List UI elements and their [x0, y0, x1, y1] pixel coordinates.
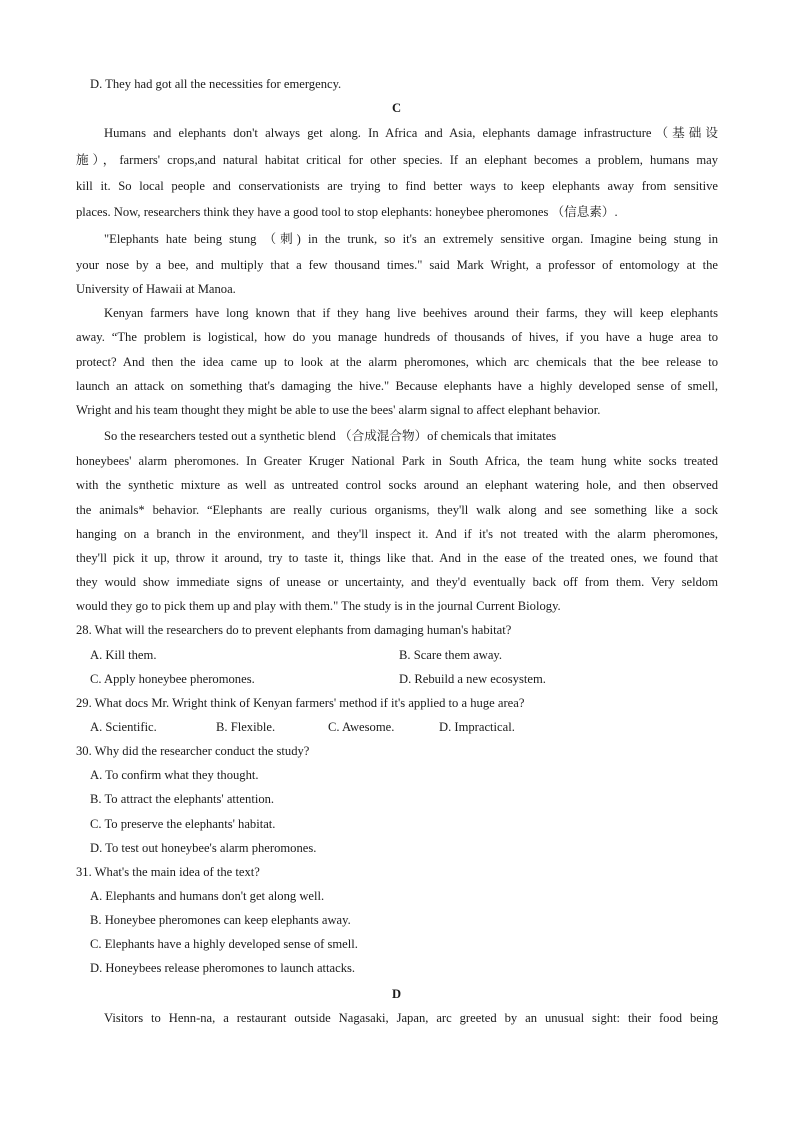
question-28-option-a: A. Kill them.: [90, 648, 157, 662]
question-31-option-a: A. Elephants and humans don't get along well.: [90, 889, 325, 903]
question-30-stem: 30. Why did the researcher conduct the study?: [76, 744, 310, 758]
paragraph-line: Humans and elephants don't always get along. In Africa and Asia, elephants damage infrastructure（基础设: [104, 126, 718, 140]
paragraph-line: launch an attack on something that's damaging the hive." Because elephants have a highly developed sense of smell,: [76, 379, 718, 393]
question-28-option-d: D. Rebuild a new ecosystem.: [399, 672, 546, 686]
paragraph-line: Kenyan farmers have long known that if they hang live beehives around their farms, they will keep elephants: [104, 306, 718, 320]
paragraph-line: they would show immediate signs of unease or uncertainty, and they'd eventually back off from them. Very seldom: [76, 575, 718, 589]
question-30-option-c: C. To preserve the elephants' habitat.: [90, 817, 276, 831]
section-d-heading: D: [391, 987, 402, 1001]
paragraph-line: Wright and his team thought they might be able to use the bees' alarm signal to affect elephant behavior.: [76, 403, 601, 417]
paragraph-line: "Elephants hate being stung （刺) in the trunk, so it's an extremely sensitive organ. Imagine being stung in: [104, 232, 718, 246]
question-31-option-d: D. Honeybees release pheromones to launch attacks.: [90, 961, 356, 975]
paragraph-line: So the researchers tested out a synthetic blend （合成混合物）of chemicals that imitates: [104, 429, 557, 443]
paragraph-line: the animals* behavior. “Elephants are really curious organisms, they'll walk along and see something like a sock: [76, 503, 718, 517]
question-29-stem: 29. What docs Mr. Wright think of Kenyan farmers' method if it's applied to a huge area?: [76, 696, 525, 710]
paragraph-line: with the synthetic mixture as well as untreated control socks around an elephant watering hole, and then observed: [76, 478, 718, 492]
paragraph-line: protect? And then the idea came up to look at the alarm pheromones, which arc chemicals that the bee release to: [76, 355, 718, 369]
previous-option-d: D. They had got all the necessities for emergency.: [90, 77, 342, 91]
paragraph-line: University of Hawaii at Manoa.: [76, 282, 236, 296]
question-30-option-a: A. To confirm what they thought.: [90, 768, 259, 782]
question-29-option-c: C. Awesome.: [328, 720, 395, 734]
paragraph-line: hanging on a branch in the environment, and they'll inspect it. And if it's not treated with the alarm pheromones,: [76, 527, 718, 541]
paragraph-line: Visitors to Henn-na, a restaurant outside Nagasaki, Japan, arc greeted by an unusual sight: their food being: [104, 1011, 718, 1025]
question-31-option-c: C. Elephants have a highly developed sense of smell.: [90, 937, 358, 951]
question-28-option-b: B. Scare them away.: [399, 648, 503, 662]
paragraph-line: honeybees' alarm pheromones. In Greater Kruger National Park in South Africa, the team hung white socks treated: [76, 454, 718, 468]
question-29-option-a: A. Scientific.: [90, 720, 157, 734]
paragraph-line: would they go to pick them up and play with them." The study is in the journal Current Biology.: [76, 599, 561, 613]
question-30-option-d: D. To test out honeybee's alarm pheromones.: [90, 841, 317, 855]
question-28-stem: 28. What will the researchers do to prevent elephants from damaging human's habitat?: [76, 623, 512, 637]
question-28-option-c: C. Apply honeybee pheromones.: [90, 672, 255, 686]
section-c-heading: C: [391, 101, 402, 115]
question-29-option-d: D. Impractical.: [439, 720, 515, 734]
paragraph-line: they'll pick it up, throw it around, try to taste it, things like that. And in the ease of the treated ones, we found that: [76, 551, 718, 565]
question-29-option-b: B. Flexible.: [216, 720, 276, 734]
question-31-option-b: B. Honeybee pheromones can keep elephants away.: [90, 913, 351, 927]
paragraph-line: kill it. So local people and conservationists are trying to find better ways to keep elephants away from sensitive: [76, 179, 718, 193]
question-31-stem: 31. What's the main idea of the text?: [76, 865, 260, 879]
question-30-option-b: B. To attract the elephants' attention.: [90, 792, 275, 806]
paragraph-line: places. Now, researchers think they have a good tool to stop elephants: honeybee pheromones （信息素）.: [76, 205, 618, 219]
paragraph-line: your nose by a bee, and multiply that a few thousand times." said Mark Wright, a professor of entomology at the: [76, 258, 718, 272]
paragraph-line: away. “The problem is logistical, how do you manage hundreds of thousands of hives, if you have a huge area to: [76, 330, 718, 344]
paragraph-line: 施），farmers' crops,and natural habitat critical for other species. If an elephant becomes a problem, humans may: [76, 153, 718, 167]
